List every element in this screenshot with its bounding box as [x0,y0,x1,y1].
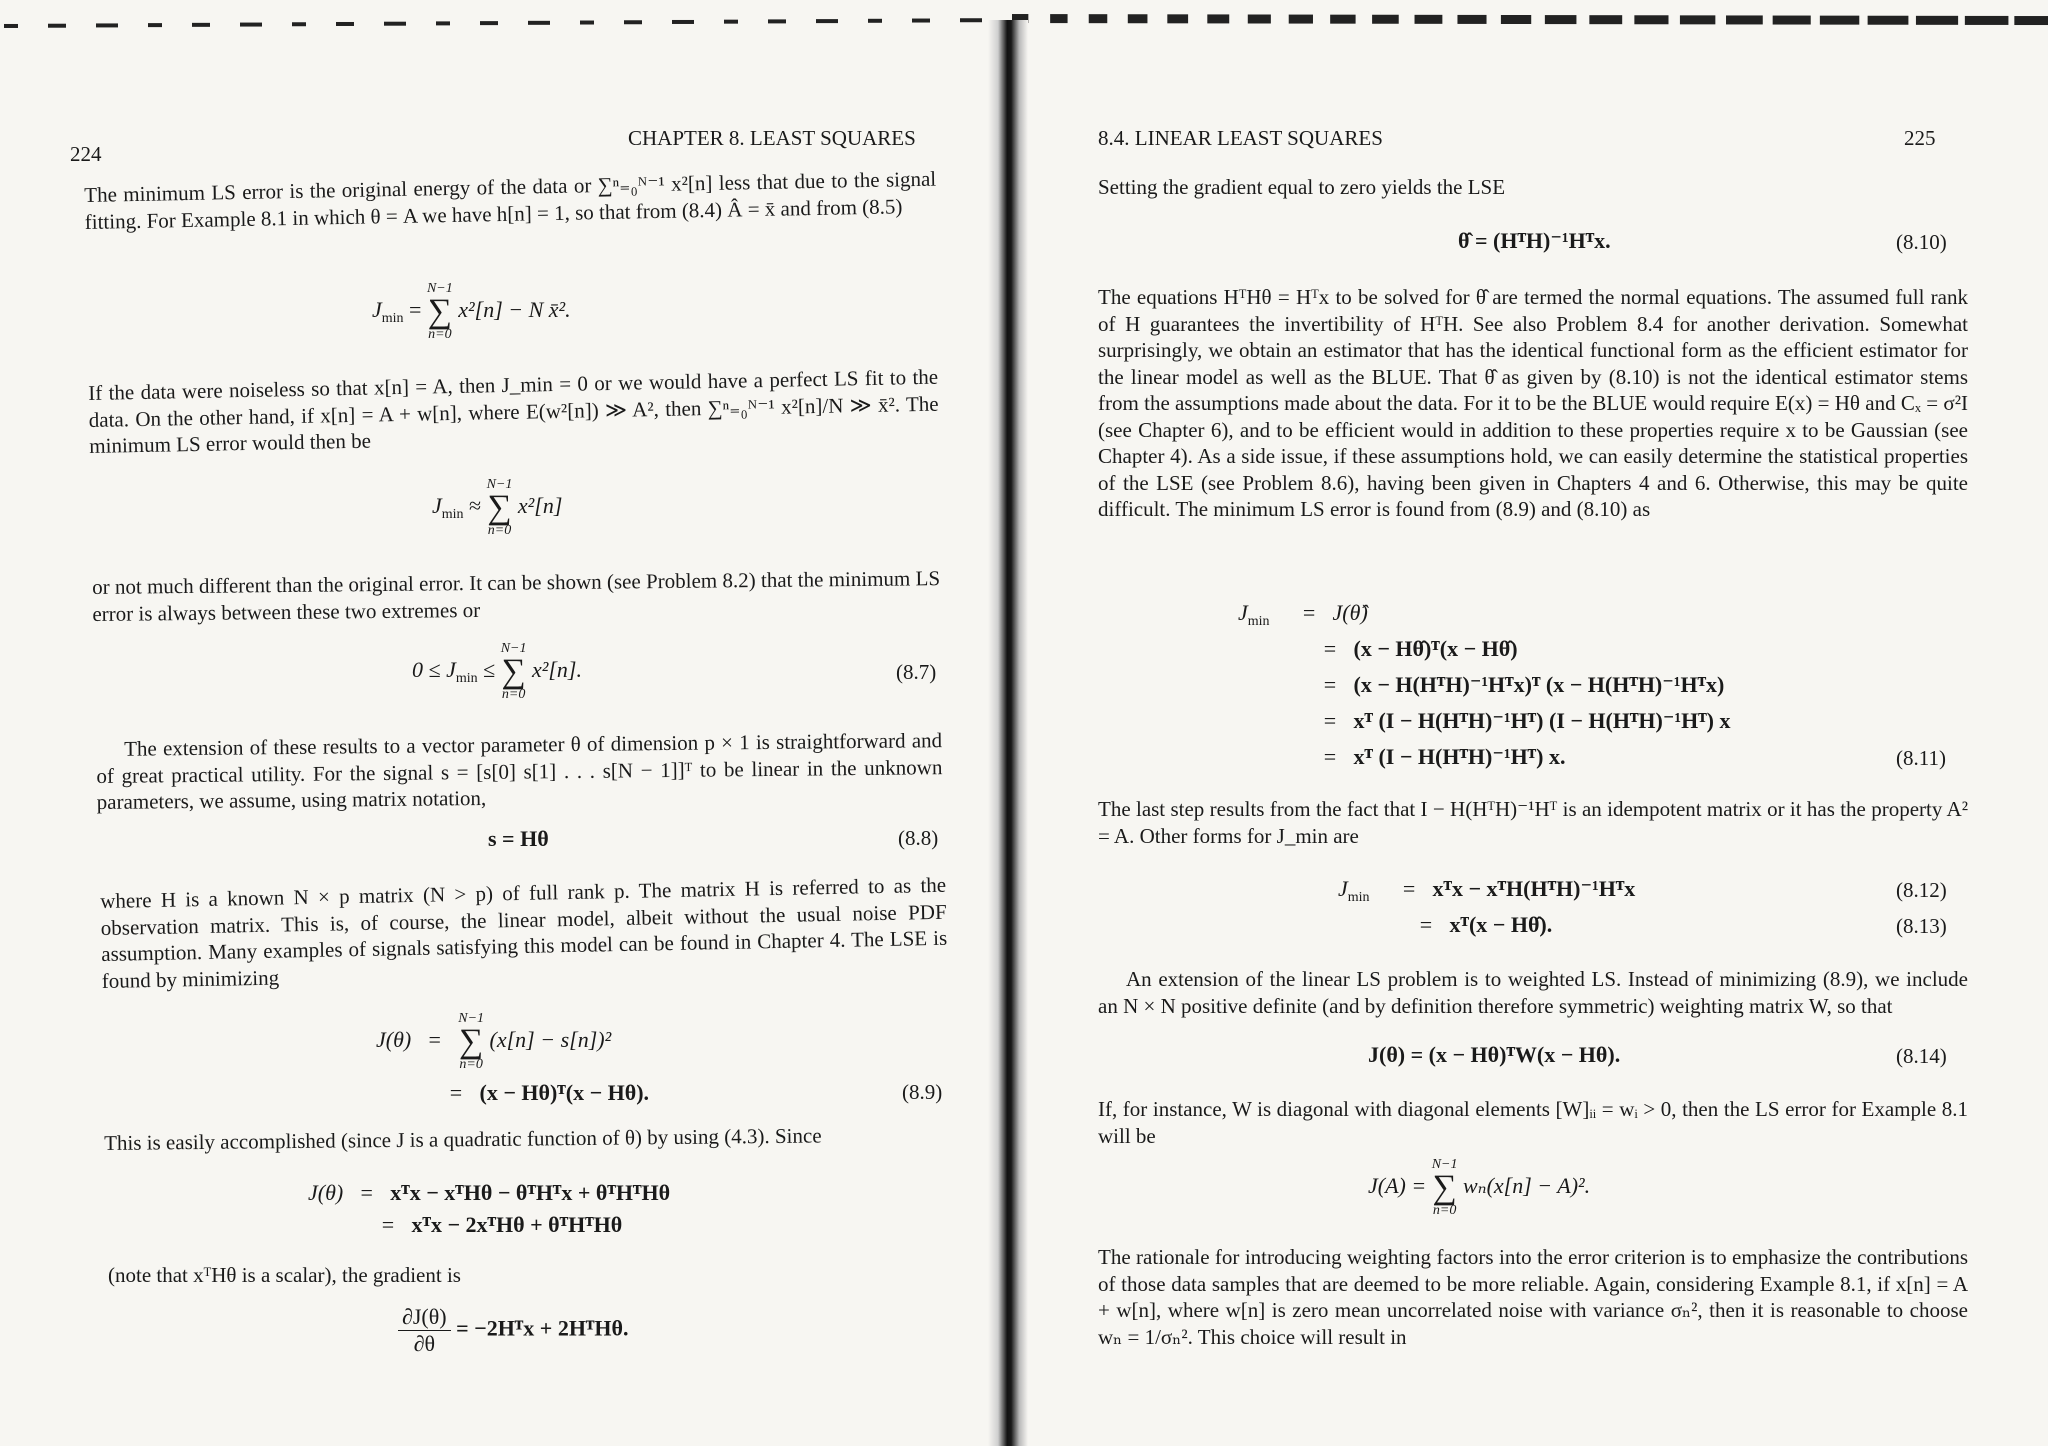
equation-number-8-12: (8.12) [1896,878,1947,902]
equation-8-11-line1: $J_{min}$ = J(θ̂) [1238,600,1368,629]
paragraph-setting-gradient: Setting the gradient equal to zero yields the LSE [1098,175,1506,199]
equation-number-8-10: (8.10) [1896,230,1947,254]
equation-number-8-13: (8.13) [1896,914,1947,938]
left-page [0,0,990,1446]
running-head-right: 8.4. LINEAR LEAST SQUARES [1098,126,1383,150]
equation-8-11-line2: = (x − Hθ̂)ᵀ(x − Hθ̂) [1323,636,1518,661]
equation-8-10: θ̂ = (HᵀH)⁻¹Hᵀx. [1458,228,1611,253]
expansion-line1: J(θ) = xᵀx − xᵀHθ − θᵀHᵀx + θᵀHᵀHθ [308,1180,671,1205]
sum-symbol: N−1 ∑ n=0 [458,1011,485,1072]
equation-8-12: $J_{min}$ = xᵀx − xᵀH(HᵀH)⁻¹Hᵀx [1338,876,1636,905]
equation-number-8-7: (8.7) [896,660,937,684]
equation-8-9-line1: J(θ) = N−1 ∑ n=0 (x[n] − s[n])² [376,1011,612,1072]
equation-weighted-example: J(A) = N−1 ∑ n=0 wₙ(x[n] − A)². [1368,1157,1591,1218]
equation-jmin-approx: $J_{min}$ ≈ N−1 ∑ n=0 x²[n] [432,477,563,538]
equation-jmin: $J_{min}$ = N−1 ∑ n=0 x²[n] − N x̄². [372,281,571,342]
equation-8-14: J(θ) = (x − Hθ)ᵀW(x − Hθ). [1368,1042,1621,1067]
sum-symbol: N−1 ∑ n=0 [1431,1157,1458,1218]
paragraph-quadratic-function: This is easily accomplished (since J is a quadratic function of θ) by using (4.3). Since [104,1123,822,1155]
equation-number-8-14: (8.14) [1896,1044,1947,1068]
sum-symbol: N−1 ∑ n=0 [500,641,527,702]
paragraph-diagonal-weighting: If, for instance, W is diagonal with diagonal elements [W]ᵢᵢ = wᵢ > 0, then the LS error for Example 8.1 will be [1098,1097,1968,1148]
equation-8-11-line3: = (x − H(HᵀH)⁻¹Hᵀx)ᵀ (x − H(HᵀH)⁻¹Hᵀx) [1323,672,1725,697]
sum-symbol: N−1 ∑ n=0 [486,477,513,538]
equation-number-8-11: (8.11) [1896,746,1946,770]
running-head-left: CHAPTER 8. LEAST SQUARES [628,126,916,150]
equation-8-8: s = Hθ [488,826,549,851]
equation-8-11-line5: = xᵀ (I − H(HᵀH)⁻¹Hᵀ) x. [1323,744,1566,769]
paragraph-two-extremes: or not much different than the original error. It can be shown (see Problem 8.2) that the minimum LS error is always between these two extremes or [92,566,941,626]
gradient-fraction: $\frac{\partial J(\theta)}{\partial\theta}$ [398,1304,451,1357]
paragraph-observation-matrix: where H is a known N × p matrix (N > p) of full rank p. The matrix H is referred to as the observation matrix. This is, of course, the linear model, albeit without the usual noise PDF assumption. Many examples of signals satisfying this model can be found in Chapter 4. The LSE is found by minimizing [100,872,948,993]
expansion-line2: = xᵀx − 2xᵀHθ + θᵀHᵀHθ [381,1212,623,1237]
paragraph-rationale-weighting: The rationale for introducing weighting factors into the error criterion is to emphasize the contributions of those data samples that are deemed to be more reliable. Again, considering Example 8.1, if x[n] = A + w[n], where w[n] is zero mean uncorrelated noise with variance σₙ², then it is reasonable to choose wₙ = 1/σₙ². This choice will result in [1098,1245,1968,1349]
paragraph-min-ls-error: The minimum LS error is the original energy of the data or ∑ⁿ₌₀ᴺ⁻¹ x²[n] less that due to the signal fitting. For Example 8.1 in which θ = A we have h[n] = 1, so that from (8.4) Â = x̄ and from (8.5) [84,166,937,234]
equation-number-8-8: (8.8) [898,826,939,850]
page-number-left: 224 [70,142,102,166]
equation-8-7: $0 \le J_{min}$ ≤ N−1 ∑ n=0 x²[n]. [412,641,582,702]
equation-gradient: $\frac{\partial J(\theta)}{\partial\theta}$ = −2Hᵀx + 2HᵀHθ. [398,1304,629,1357]
book-binding-shadow [988,20,1028,1446]
paragraph-normal-equations: The equations HᵀHθ = Hᵀx to be solved for θ̂ are termed the normal equations. The assumed full rank of H guarantees the invertibility of HᵀH. See also Problem 8.4 for another derivation. Somewhat surprisingly, we obtain an estimator that has the identical functional form as the efficient estimator for the linear model as well as the BLUE. That θ̂ as given by (8.10) is not the identical estimator stems from the assumptions made about the data. For it to be the BLUE would require E(x) = Hθ and Cₓ = σ²I (see Chapter 6), and to be efficient would in addition to these properties require x to be Gaussian (see Chapter 4). As a side issue, if these assumptions hold, we can easily determine the statistical properties of the LSE (see Problem 8.6), having been given in Chapters 4 and 6. Otherwise, this may be quite difficult. The minimum LS error is found from (8.9) and (8.10) as [1098,285,1968,521]
paragraph-noiseless-case: If the data were noiseless so that x[n] = A, then J_min = 0 or we would have a perfect LS fit to the data. On the other hand, if x[n] = A + w[n], where E(w²[n]) ≫ A², then ∑ⁿ₌₀ᴺ⁻¹ x²[n]/N ≫ x̄². The minimum LS error would then be [88,364,939,458]
page-number-right: 225 [1904,126,1936,150]
sum-symbol: N−1 ∑ n=0 [426,281,453,342]
equation-8-11-line4: = xᵀ (I − H(HᵀH)⁻¹Hᵀ) (I − H(HᵀH)⁻¹Hᵀ) x [1323,708,1731,733]
paragraph-idempotent: The last step results from the fact that I − H(HᵀH)⁻¹Hᵀ is an idempotent matrix or it has the property A² = A. Other forms for J_min are [1098,797,1968,848]
paragraph-weighted-ls: An extension of the linear LS problem is to weighted LS. Instead of minimizing (8.9), we include an N × N positive definite (and by definition therefore symmetric) weighting matrix W, so that [1098,967,1968,1018]
equation-8-9-line2: = (x − Hθ)ᵀ(x − Hθ). [449,1080,650,1105]
equation-number-8-9: (8.9) [902,1080,943,1104]
paragraph-vector-parameter: The extension of these results to a vector parameter θ of dimension p × 1 is straightforward and of great practical utility. For the signal s = [s[0] s[1] . . . s[N − 1]]ᵀ to be linear in the unknown parameters, we assume, using matrix notation, [96,728,943,814]
paragraph-gradient-intro: (note that xᵀHθ is a scalar), the gradient is [108,1263,461,1287]
equation-8-13: = xᵀ(x − Hθ̂). [1419,912,1553,937]
right-page [1030,0,2048,1446]
